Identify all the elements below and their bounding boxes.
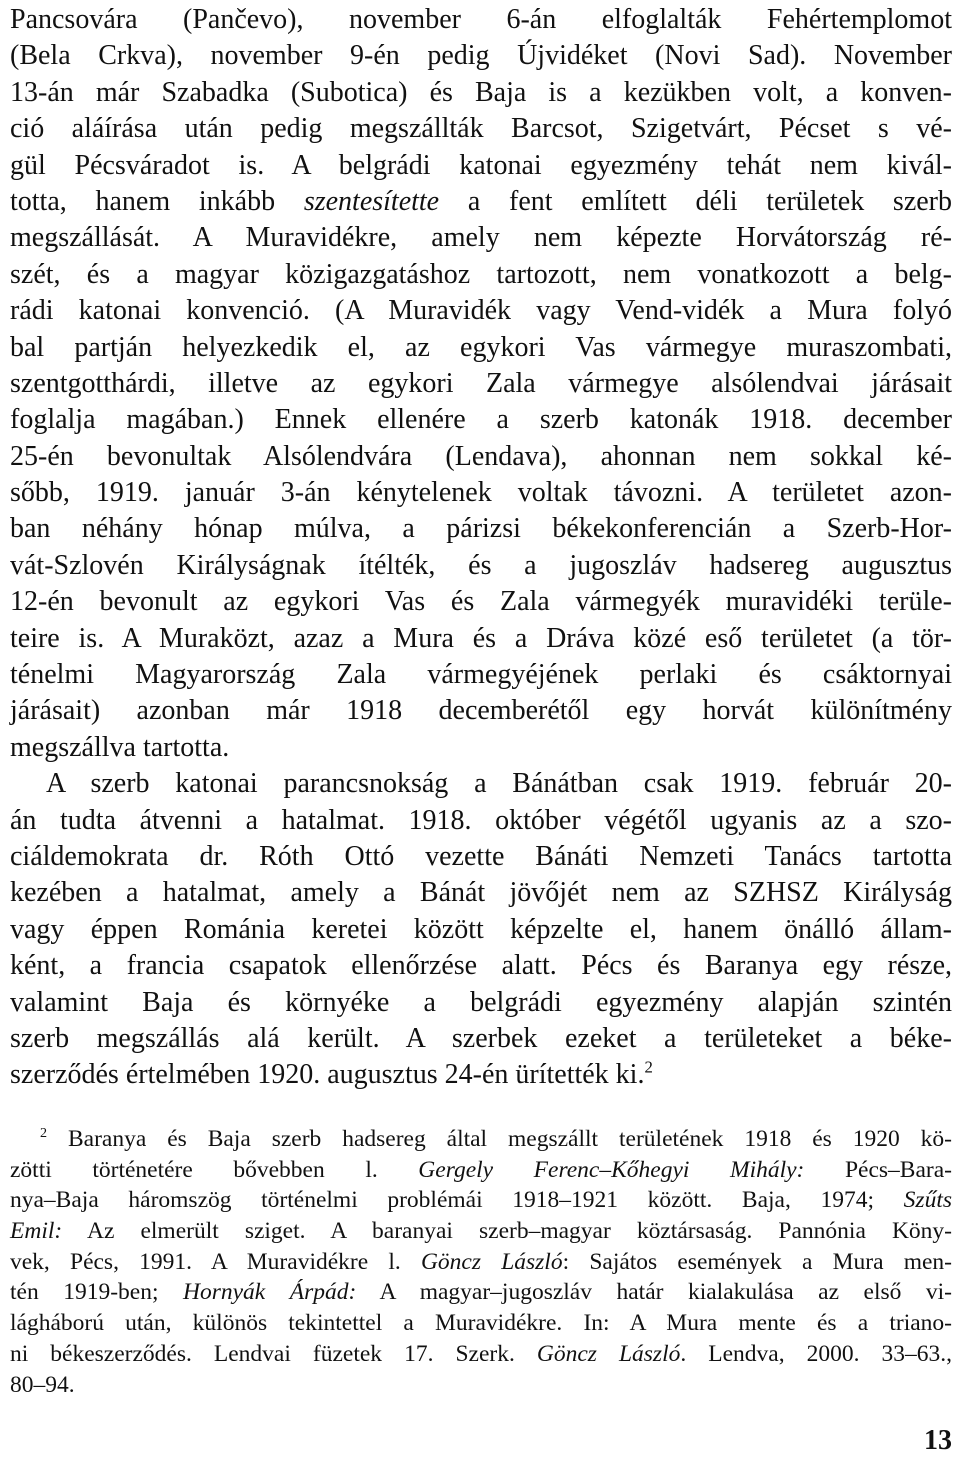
text-line: án tudta átvenni a hatalmat. 1918. október végétől ugyanis az a szo- <box>10 804 952 836</box>
text-line: valamint Baja és környéke a belgrádi egyezmény alapján szintén <box>10 986 952 1018</box>
text-line: ciáldemokrata dr. Róth Ottó vezette Bánáti Nemzeti Tanács tartotta <box>10 840 952 872</box>
text-line: 25-én bevonultak Alsólendvára (Lendava), ahonnan nem sokkal ké- <box>10 440 952 472</box>
author-name: Emil: <box>10 1218 63 1245</box>
footnote-line: tén 1919-ben; Hornyák Árpád: A magyar–jugoszláv határ kialakulása az első vi- <box>10 1279 952 1306</box>
author-name: Gergely Ferenc–Kőhegyi Mihály: <box>418 1156 805 1183</box>
text-line: szerződés értelmében 1920. augusztus 24-én ürítették ki.$^2$ <box>10 1058 653 1091</box>
footnote-line: ni békeszerződés. Lendvai füzetek 17. Szerk. Göncz László. Lendva, 2000. 33–63., <box>10 1340 953 1367</box>
main-text <box>10 2 952 1094</box>
text-line: sőbb, 1919. január 3-án kénytelenek voltak távozni. A területet azon- <box>10 477 952 509</box>
text-line: A szerb katonai parancsnokság a Bánátban csak 1919. február 20- <box>46 768 952 800</box>
text-line: szerb megszállás alá került. A szerbek ezeket a területeket a béke- <box>10 1022 952 1054</box>
text-line: rádi katonai konvenció. (A Muravidék vagy Vend-vidék a Mura folyó <box>10 295 952 327</box>
text-line: ban néhány hónap múlva, a párizsi békekonferencián a Szerb-Hor- <box>10 513 952 545</box>
author-name: Hornyák Árpád: <box>183 1279 357 1306</box>
footnote-number: 2 <box>40 1125 48 1142</box>
text-line: vát-Szlovén Királyságnak ítélték, és a jugoszláv hadsereg augusztus <box>10 549 952 581</box>
text-line: foglalja magában.) Ennek ellenére a szerb katonák 1918. december <box>10 404 952 436</box>
footnote-marker: 2 <box>644 1058 653 1077</box>
text-line: vagy éppen Románia keretei között képzelte el, hanem önálló állam- <box>10 913 952 945</box>
author-name: Göncz László <box>536 1340 681 1367</box>
footnote-line: zötti történetére bővebben l. Gergely Ferenc–Kőhegyi Mihály: Pécs–Bara- <box>10 1156 952 1183</box>
text-line: totta, hanem inkább szentesítette a fent említett déli területek szerb <box>10 185 953 217</box>
footnote-line: 80–94. <box>10 1371 75 1398</box>
footnote-line: nya–Baja háromszög történelmi problémái 1918–1921 között. Baja, 1974; Szűts <box>10 1187 952 1214</box>
text-line: ténelmi Magyarország Zala vármegyéjének perlaki és csáktornyai <box>10 659 952 691</box>
footnote-line: lágháború után, különös tekintettel a Muravidékre. In: A Mura mente és a triano- <box>10 1310 952 1337</box>
author-name: Göncz László <box>420 1248 563 1275</box>
text-line: kezében a hatalmat, amely a Bánát jövőjét nem az SZHSZ Királyság <box>10 877 952 909</box>
text-line: 12-én bevonult az egykori Vas és Zala vármegyék muravidéki terüle- <box>10 586 952 618</box>
text-line: Pancsovára (Pančevo), november 6-án elfoglalták Fehértemplomot <box>10 4 952 35</box>
footnote-line: Emil: Az elmerült sziget. A baranyai szerb–magyar köztársaság. Pannónia Köny- <box>10 1218 952 1245</box>
text-line: ció aláírása után pedig megszállták Barcsot, Szigetvárt, Pécset s vé- <box>10 113 952 145</box>
text-line: gül Pécsváradot is. A belgrádi katonai egyezmény tehát nem kivál- <box>10 149 952 181</box>
footnote-line: $^2$ Baranya és Baja szerb hadsereg által megszállt területének 1918 és 1920 kö- <box>40 1125 952 1152</box>
text-line: (Bela Crkva), november 9-én pedig Újvidéket (Novi Sad). November <box>10 40 952 72</box>
text-line: bal partján helyezkedik el, az egykori Vas vármegye muraszombati, <box>10 331 952 363</box>
text-line: ként, a francia csapatok ellenőrzése alatt. Pécs és Baranya egy része, <box>10 950 952 982</box>
text-line: teire is. A Muraközt, azaz a Mura és a Dráva közé eső területet (a tör- <box>10 622 952 654</box>
text-line: megszállását. A Muravidékre, amely nem képezte Horvátország ré- <box>10 222 952 254</box>
text-line: szentgotthárdi, illetve az egykori Zala vármegye alsólendvai járásait <box>10 367 952 399</box>
text-line: szét, és a magyar közigazgatáshoz tartozott, nem vonatkozott a belg- <box>10 258 952 290</box>
footnote-line: vek, Pécs, 1991. A Muravidékre l. Göncz László: Sajátos események a Mura men- <box>10 1248 952 1275</box>
text-line: megszállva tartotta. <box>10 731 230 763</box>
author-name: Szűts <box>903 1187 952 1214</box>
footnote <box>10 1124 952 1400</box>
page-number: 13 <box>924 1425 952 1456</box>
text-line: 13-án már Szabadka (Subotica) és Baja is a kezükben volt, a konven- <box>10 76 952 108</box>
text-line: járásait) azonban már 1918 decemberétől egy horvát különítmény <box>10 695 952 727</box>
emphasis: szentesítette <box>303 185 440 217</box>
